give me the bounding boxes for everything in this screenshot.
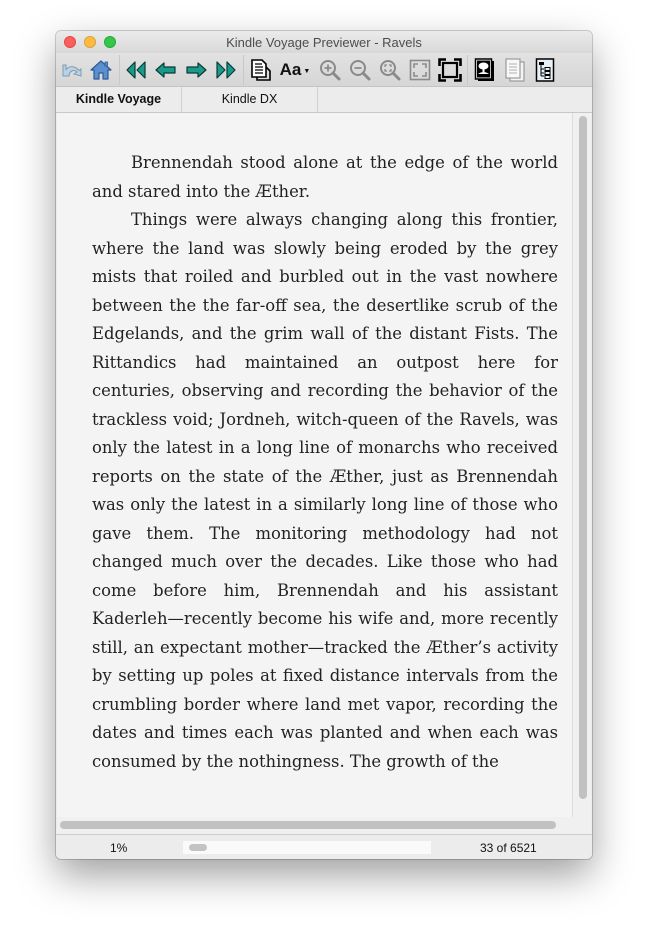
previous-page-button[interactable] xyxy=(153,57,179,83)
window-title: Kindle Voyage Previewer - Ravels xyxy=(226,35,422,50)
cover-image-button[interactable] xyxy=(472,57,498,83)
toolbar xyxy=(56,53,592,87)
fit-page-icon xyxy=(409,59,431,81)
zoom-out-button[interactable] xyxy=(347,57,373,83)
zoom-out-icon xyxy=(349,59,371,81)
progress-percent: 1% xyxy=(110,841,128,855)
preview-area xyxy=(57,113,591,834)
page-slider-knob[interactable] xyxy=(189,844,207,851)
undo-icon xyxy=(61,61,83,79)
book-text xyxy=(92,149,558,776)
next-page-button[interactable] xyxy=(183,57,209,83)
table-of-contents-button[interactable] xyxy=(532,57,558,83)
app-window xyxy=(56,31,592,859)
zoom-in-button[interactable] xyxy=(317,57,343,83)
tab-label: Kindle DX xyxy=(221,92,278,106)
last-page-button[interactable] xyxy=(213,57,239,83)
book-page xyxy=(57,113,573,817)
table-of-contents-icon xyxy=(535,58,555,82)
tab-kindle-dx[interactable] xyxy=(182,87,318,112)
tab-label: Kindle Voyage xyxy=(75,92,162,106)
fullscreen-icon xyxy=(438,58,462,82)
title-bar xyxy=(56,31,592,53)
document-icon xyxy=(250,59,272,81)
vertical-scrollbar[interactable] xyxy=(575,113,591,817)
zoom-fit-button[interactable] xyxy=(377,57,403,83)
paragraph: Brennendah stood alone at the edge of the world and stared into the Æther. xyxy=(92,153,558,201)
previous-page-icon xyxy=(155,61,177,79)
pages-icon xyxy=(504,58,526,82)
horizontal-scrollbar[interactable] xyxy=(57,817,591,834)
dropdown-arrow-icon: ▼ xyxy=(303,67,311,75)
back-button[interactable] xyxy=(59,57,85,83)
document-button[interactable] xyxy=(248,57,274,83)
last-page-icon xyxy=(215,61,237,79)
device-tabs xyxy=(56,87,592,113)
home-icon xyxy=(90,60,112,80)
first-page-button[interactable] xyxy=(123,57,149,83)
next-page-icon xyxy=(185,61,207,79)
fullscreen-button[interactable] xyxy=(437,57,463,83)
fit-page-button[interactable] xyxy=(407,57,433,83)
first-page-icon xyxy=(125,61,147,79)
pages-button[interactable] xyxy=(502,57,528,83)
home-button[interactable] xyxy=(88,57,114,83)
font-size-icon: Aa xyxy=(279,60,302,79)
page-slider[interactable] xyxy=(183,841,431,854)
font-size-button[interactable] xyxy=(278,57,312,83)
paragraph: Things were always changing along this frontier, where the land was slowly being eroded by the grey mists that roiled and burbled out in the vast nowhere between the the far-off sea, the desertlike scrub of the Edgelands, and the grim wall of the distant Fists. The Rittandics had maintained an outpost here for centuries, observing and recording the behavior of the trackless void; Jordneh, witch-queen of the Ravels, was only the latest in a long line of monarchs who received reports on the state of the Æther, just as Brennendah was only the latest in a similarly long line of those who gave them. The monitoring methodology had not changed much over the decades. Like those who had come before him, Brennendah and his assistant Kaderleh—recently become his wife and, more recently still, an expectant mother—tracked the Æther’s activity by setting up poles at fixed distance intervals from the crumbling border where land met vapor, recording the dates and times each was planted and when each was consumed by the nothingness. The growth of the xyxy=(92,210,558,771)
tab-kindle-voyage[interactable] xyxy=(56,87,182,112)
zoom-fit-icon xyxy=(379,59,401,81)
zoom-in-icon xyxy=(319,59,341,81)
page-count: 33 of 6521 xyxy=(480,841,537,855)
cover-image-icon xyxy=(474,58,496,82)
status-bar xyxy=(56,834,592,859)
vertical-scroll-thumb[interactable] xyxy=(579,116,587,799)
horizontal-scroll-thumb[interactable] xyxy=(60,821,556,829)
